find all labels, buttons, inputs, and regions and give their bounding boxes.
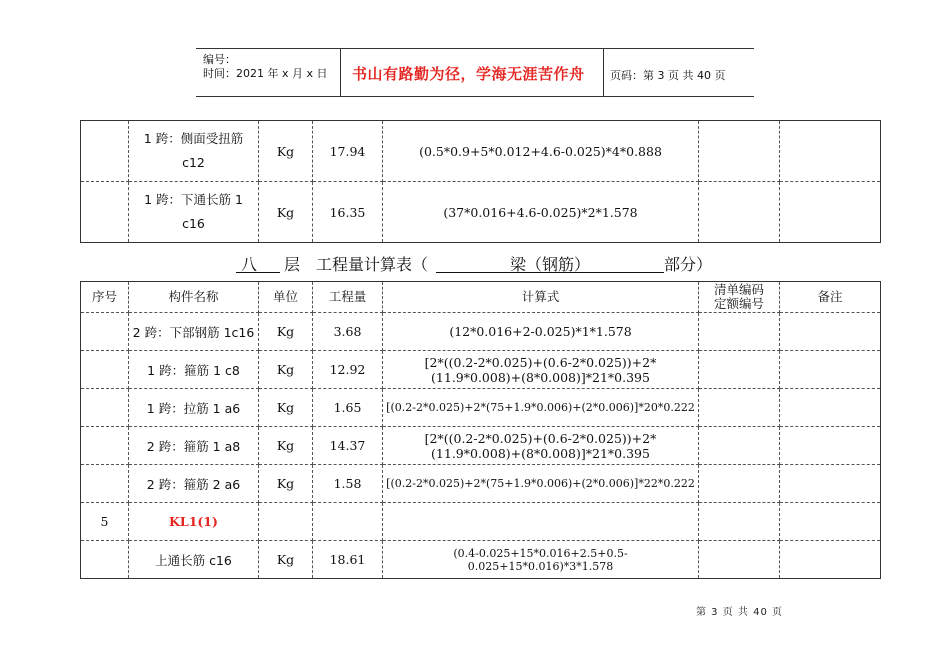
header-bottom-rule	[196, 96, 754, 97]
seq-cell	[81, 351, 129, 389]
component-group-title: KL1(1)	[129, 503, 259, 541]
table-row	[81, 427, 881, 465]
remark-cell	[780, 351, 881, 389]
doc-date: 时间：2021 年 x 月 x 日	[203, 67, 328, 80]
page-counter: 页码：第 3 页 共 40 页	[610, 69, 726, 82]
table-row	[81, 541, 881, 579]
table-row	[81, 182, 881, 243]
column-header-code-line: 定额编号	[713, 296, 764, 311]
code-cell	[699, 541, 780, 579]
column-header-formula: 计算式	[383, 282, 699, 313]
column-header-code-line: 清单编码	[713, 282, 764, 297]
page-footer: 第 3 页 共 40 页	[696, 607, 783, 618]
remark-cell	[780, 465, 881, 503]
table-row	[81, 503, 881, 541]
unit-cell: Kg	[259, 182, 313, 243]
header-top-rule	[196, 48, 754, 49]
unit-cell: Kg	[259, 541, 313, 579]
table-row	[81, 389, 881, 427]
remark-cell	[780, 541, 881, 579]
unit-cell: Kg	[259, 427, 313, 465]
code-cell	[699, 503, 780, 541]
column-header-seq: 序号	[81, 282, 129, 313]
formula-cell: (0.5*0.9+5*0.012+4.6-0.025)*4*0.888	[383, 121, 699, 182]
table-row	[81, 313, 881, 351]
section-title	[180, 252, 780, 274]
unit-cell: Kg	[259, 313, 313, 351]
quantity-cell: 1.65	[313, 389, 383, 427]
component-name-line: c16	[182, 216, 205, 231]
column-header-remark: 备注	[780, 282, 881, 313]
component-name-line: c12	[182, 155, 205, 170]
column-header-name: 构件名称	[129, 282, 259, 313]
component-name-cell	[129, 182, 259, 243]
seq-cell	[81, 541, 129, 579]
component-name-cell: 2 跨：箍筋 1 a8	[129, 427, 259, 465]
formula-cell: (0.4-0.025+15*0.016+2.5+0.5-0.025+15*0.016)*3*1.578	[383, 541, 699, 579]
title-suffix: 部分）	[664, 255, 713, 274]
seq-cell	[81, 427, 129, 465]
remark-cell	[780, 389, 881, 427]
component-name-cell	[129, 121, 259, 182]
title-floor: 八	[241, 255, 258, 274]
code-cell	[699, 427, 780, 465]
component-name-cell: 1 跨：箍筋 1 c8	[129, 351, 259, 389]
quantity-table	[80, 281, 881, 579]
quantity-cell	[313, 503, 383, 541]
table-row	[81, 351, 881, 389]
title-floor-underline	[236, 272, 280, 273]
remark-cell	[780, 313, 881, 351]
column-header-code	[699, 282, 780, 313]
unit-cell	[259, 503, 313, 541]
seq-cell	[81, 389, 129, 427]
quantity-cell: 3.68	[313, 313, 383, 351]
formula-cell	[383, 503, 699, 541]
formula-cell: (12*0.016+2-0.025)*1*1.578	[383, 313, 699, 351]
title-layer: 层	[284, 255, 301, 274]
quantity-cell: 17.94	[313, 121, 383, 182]
seq-cell	[81, 182, 129, 243]
component-name-line: 1 跨：下通长筋 1	[144, 192, 243, 207]
remark-cell	[780, 182, 881, 243]
component-name-cell: 2 跨：下部钢筋 1c16	[129, 313, 259, 351]
formula-cell: [2*((0.2-2*0.025)+(0.6-2*0.025))+2*(11.9*0.008)+(8*0.008)]*21*0.395	[383, 427, 699, 465]
seq-cell: 5	[81, 503, 129, 541]
component-name-cell: 2 跨：箍筋 2 a6	[129, 465, 259, 503]
quantity-cell: 18.61	[313, 541, 383, 579]
column-header-unit: 单位	[259, 282, 313, 313]
code-cell	[699, 182, 780, 243]
unit-cell: Kg	[259, 121, 313, 182]
seq-cell	[81, 465, 129, 503]
component-name-cell: 上通长筋 c16	[129, 541, 259, 579]
component-name-cell: 1 跨：拉筋 1 a6	[129, 389, 259, 427]
doc-number-label: 编号：	[203, 53, 236, 66]
formula-cell: [(0.2-2*0.025)+2*(75+1.9*0.006)+(2*0.006)]*20*0.222	[383, 389, 699, 427]
remark-cell	[780, 503, 881, 541]
seq-cell	[81, 313, 129, 351]
formula-cell: [2*((0.2-2*0.025)+(0.6-2*0.025))+2*(11.9*0.008)+(8*0.008)]*21*0.395	[383, 351, 699, 389]
code-cell	[699, 465, 780, 503]
quantity-cell: 14.37	[313, 427, 383, 465]
header-divider-left	[340, 48, 341, 97]
table-header-row	[81, 282, 881, 313]
title-part: 梁（钢筋）	[510, 255, 591, 274]
unit-cell: Kg	[259, 351, 313, 389]
table-row	[81, 465, 881, 503]
code-cell	[699, 389, 780, 427]
remark-cell	[780, 121, 881, 182]
unit-cell: Kg	[259, 465, 313, 503]
quantity-cell: 1.58	[313, 465, 383, 503]
title-main: 工程量计算表（	[316, 255, 429, 274]
quantity-cell: 16.35	[313, 182, 383, 243]
header-divider-right	[603, 48, 604, 97]
formula-cell: (37*0.016+4.6-0.025)*2*1.578	[383, 182, 699, 243]
quantity-cell: 12.92	[313, 351, 383, 389]
code-cell	[699, 351, 780, 389]
column-header-quantity: 工程量	[313, 282, 383, 313]
motto-text: 书山有路勤为径，学海无涯苦作舟	[352, 65, 585, 83]
code-cell	[699, 121, 780, 182]
component-name-line: 1 跨：侧面受扭筋	[143, 131, 244, 146]
remark-cell	[780, 427, 881, 465]
table-row	[81, 121, 881, 182]
formula-cell: [(0.2-2*0.025)+2*(75+1.9*0.006)+(2*0.006)]*22*0.222	[383, 465, 699, 503]
continuation-table	[80, 120, 881, 243]
unit-cell: Kg	[259, 389, 313, 427]
code-cell	[699, 313, 780, 351]
seq-cell	[81, 121, 129, 182]
